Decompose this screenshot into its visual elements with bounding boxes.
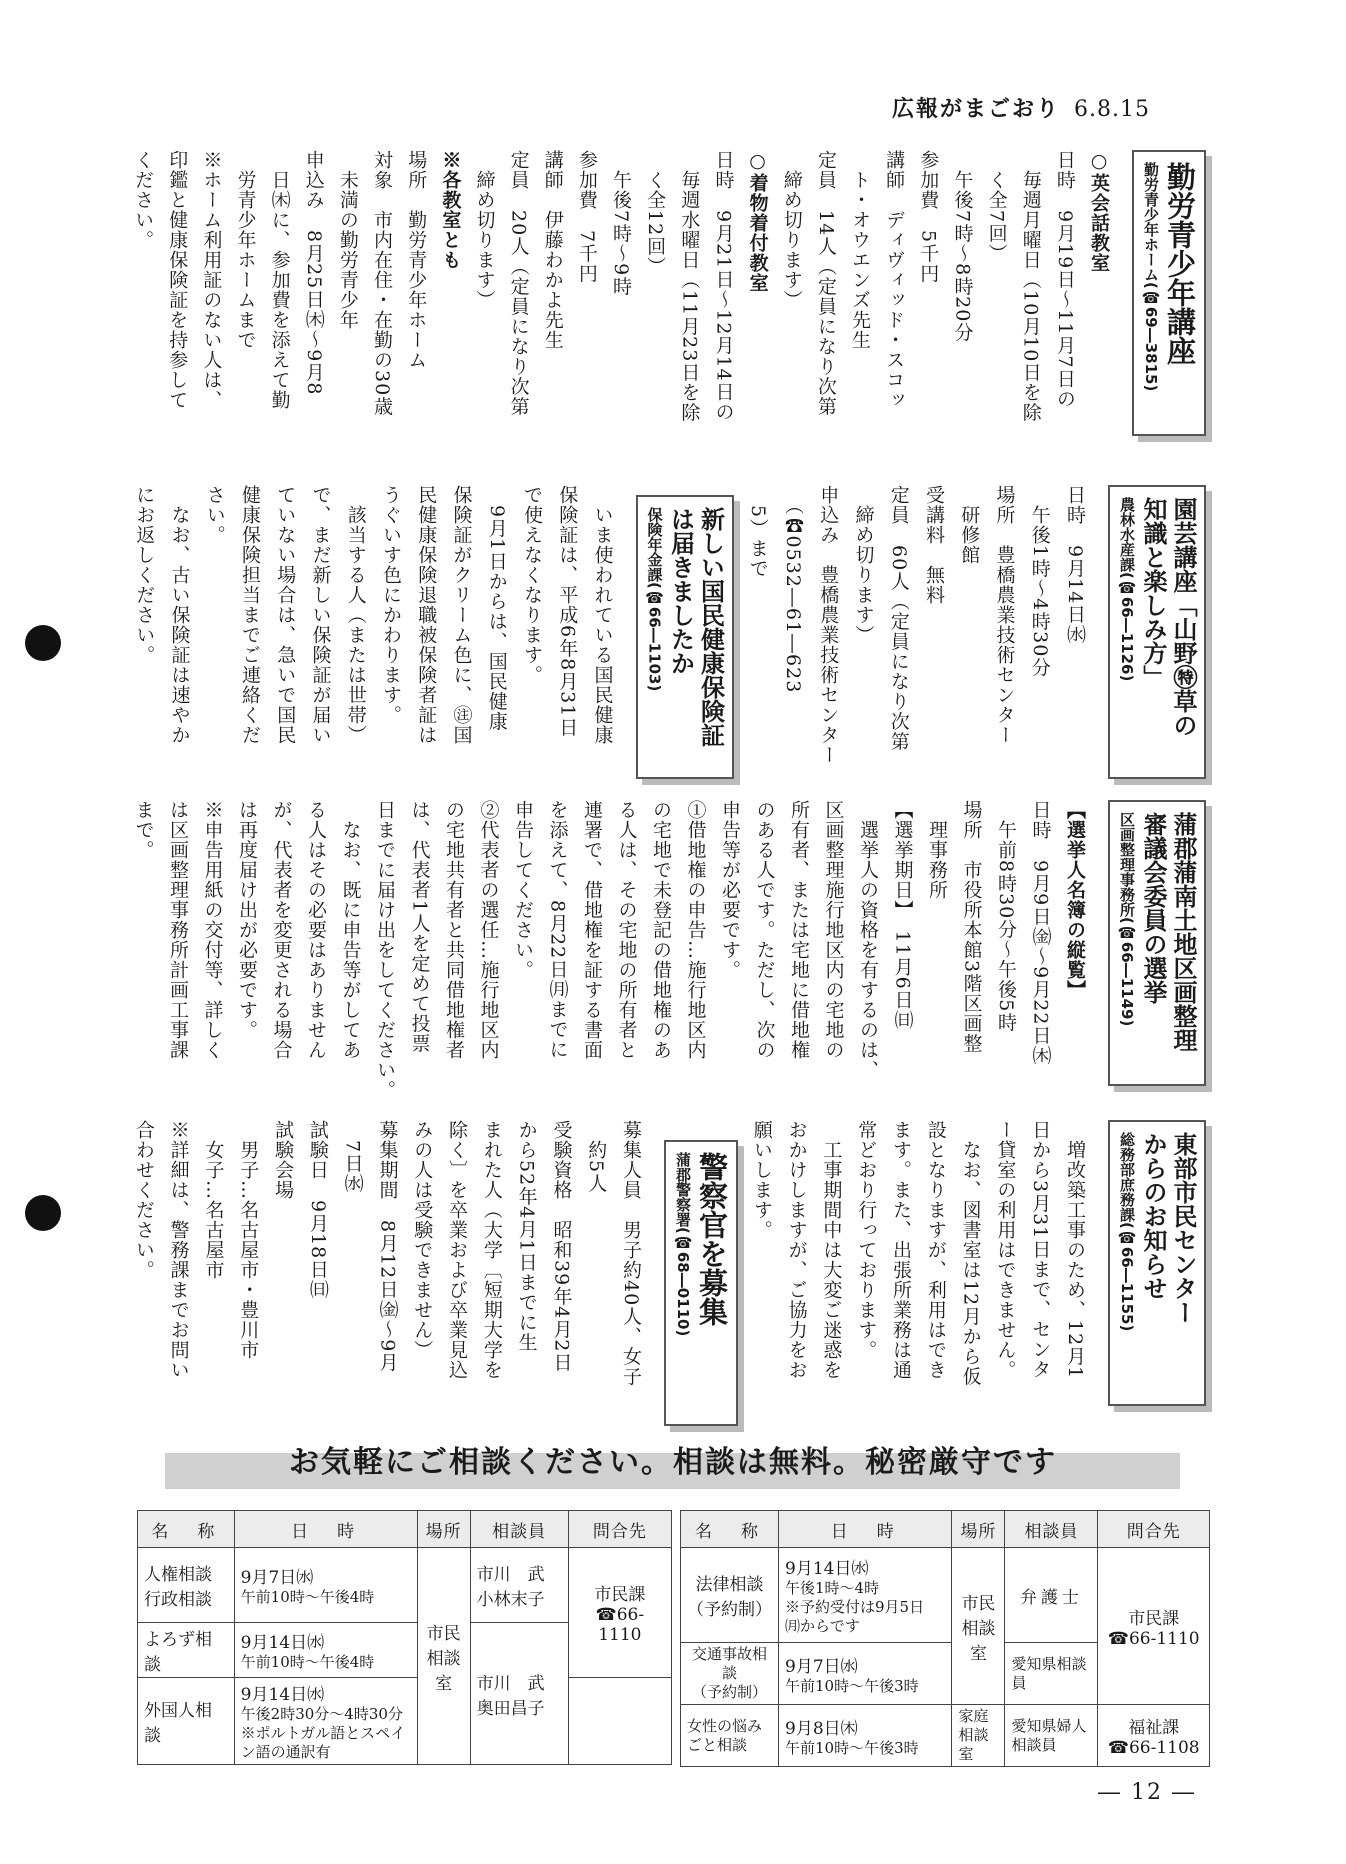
- section-body-col: 日時 9月19日～11月7日の: [1053, 150, 1076, 409]
- section-body-col: 締め切ります）: [473, 150, 496, 310]
- consult-counselor: 弁護士: [1005, 1548, 1098, 1643]
- section-body-col: 申告等が必要です。: [719, 800, 741, 980]
- band-third: [130, 800, 1210, 1100]
- consult-contact: [1098, 1548, 1210, 1705]
- section-body-col: 午後7時～9時: [610, 150, 633, 297]
- consult-contact-empty: [568, 1678, 671, 1765]
- consult-time: 午後1時～4時: [785, 1579, 880, 1597]
- section-body-col: る人はその必要はありません: [305, 800, 327, 1060]
- binder-hole-bottom: [25, 1195, 61, 1231]
- section-body-col: 【選挙期日】 11月6日㈰: [891, 800, 914, 1030]
- section-department: 区画整理事務所(☎66―1149): [1118, 812, 1136, 1027]
- consult-name: よろず相談: [138, 1623, 235, 1678]
- section-body-col: 7日㈬: [341, 1120, 364, 1194]
- section-body-col: 増改築工事のため、12月1: [1064, 1120, 1086, 1380]
- table-header: 名 称: [138, 1511, 235, 1548]
- section-body-col: ※申告用紙の交付等、詳しく: [201, 800, 224, 1060]
- consult-datetime: [234, 1678, 417, 1765]
- section-body-col: の宅地共有者と共同借地権者: [443, 800, 465, 1060]
- section-body-col: 午後7時～8時20分: [951, 150, 974, 343]
- section-body-col: なお、古い保険証は速やか: [168, 485, 191, 745]
- consultation-banner: お気軽にご相談ください。相談は無料。秘密厳守です: [289, 1445, 1057, 1480]
- section-department: 蒲郡警察署(☎68―0110): [674, 1152, 693, 1337]
- consult-time: 午前10時～午後3時: [785, 1676, 919, 1695]
- section-body-col: 場所 豊橋農業技術センター: [993, 485, 1016, 745]
- consult-name-sub: （予約制）: [691, 1683, 767, 1701]
- binder-hole-top: [25, 625, 61, 661]
- section-body-col: は、代表者1人を定めて投票: [408, 800, 431, 1054]
- section-body-col: にお返しください。: [133, 485, 156, 665]
- table-header: 問合先: [568, 1511, 671, 1548]
- page-number: ― 12 ―: [1098, 1780, 1196, 1805]
- section-body-col: で、まだ新しい保険証が届い: [309, 485, 332, 745]
- consultation-table-left: [137, 1510, 672, 1765]
- section-body-col: 保険証がクリーム色に、㊟国: [450, 485, 473, 745]
- section-body-col: おかけしますが、ご協力をお: [785, 1120, 808, 1380]
- section-body-col: 定員 14人（定員になり次第: [814, 150, 837, 417]
- section-body-col: ます。また、出張所業務は通: [890, 1120, 913, 1380]
- section-body-col: 日㈭に、参加費を添えて勤: [268, 150, 291, 410]
- table-row: [138, 1678, 672, 1765]
- consult-datetime: [779, 1643, 952, 1705]
- table-row: [138, 1548, 672, 1623]
- consult-name-text: 行政相談: [144, 1590, 212, 1610]
- section-body-col: 常どおり行っております。: [855, 1120, 878, 1360]
- page-header: [892, 92, 1150, 123]
- section-body-col: 設となりますが、利用はでき: [924, 1120, 947, 1380]
- table-header: 相談員: [1005, 1511, 1098, 1548]
- section-title-box: [1132, 150, 1206, 436]
- section-body-col: さい。: [203, 485, 226, 545]
- section-body-col: で使えなくなります。: [521, 485, 543, 685]
- section-body-col: 連署で、借地権を証する書面: [581, 800, 603, 1060]
- consult-counselor: 市川 武 奥田昌子: [470, 1623, 568, 1765]
- section-body-col: 労青少年ホームまで: [234, 150, 257, 350]
- section-title-line: 蒲郡蒲南土地区画整理: [1169, 812, 1197, 1052]
- section-body-col: 締め切ります）: [852, 485, 875, 645]
- contact-name: 市民課: [1128, 1608, 1180, 1629]
- section-body-col: 未満の勤労青少年: [336, 150, 359, 330]
- section-body-col: ①借地権の申告…施行地区内: [684, 800, 707, 1060]
- consult-time: 午前10時～午後4時: [240, 1588, 375, 1606]
- section-title: 警察官を募集: [695, 1152, 730, 1326]
- section-body-col: 除く〕を卒業および卒業見込: [446, 1120, 469, 1380]
- section-title-box: [636, 495, 734, 779]
- section-body-col: 日時 9月9日㈮～9月22日㈭: [1029, 800, 1052, 1066]
- consult-name-text: 法律相談: [695, 1575, 764, 1595]
- section-title-line: 知識と楽しみ方」: [1139, 497, 1167, 689]
- section-body-col: ※各教室とも: [439, 150, 462, 270]
- section-body-col: ー貸室の利用はできません。: [994, 1120, 1017, 1380]
- consult-place: 市民相談室: [417, 1548, 470, 1765]
- section-department: 総務部庶務課(☎66―1155): [1118, 1132, 1136, 1332]
- section-body-col: 講師 ディヴィッド・スコッ: [883, 150, 906, 410]
- section-body-col: 募集人員 男子約40人、女子: [620, 1120, 643, 1387]
- section-body-col: 参加費 7千円: [575, 150, 598, 284]
- consult-place: 市民相談室: [952, 1548, 1005, 1705]
- consult-counselor: 市川 武 小林末子: [470, 1548, 568, 1623]
- section-body-col: 申込み 豊橋農業技術センター: [817, 485, 840, 765]
- section-body-col: 日までに届け出をしてください。: [374, 800, 396, 1100]
- consult-name: [681, 1643, 779, 1705]
- contact-name: 福祉課: [1128, 1718, 1180, 1738]
- consult-name-text: 交通事故相談: [691, 1645, 767, 1682]
- section-department: 農林水産課(☎66―1126): [1118, 497, 1136, 682]
- table-header: 場所: [417, 1511, 470, 1548]
- section-title-line: 新しい国民健康保険証: [696, 507, 725, 747]
- section-body-col: 参加費 5千円: [917, 150, 940, 284]
- section-body-col: 合わせください。: [132, 1120, 155, 1280]
- publication-name: 広報がまごおり: [892, 97, 1061, 122]
- section-body-col: く全12回）: [644, 150, 667, 277]
- consultation-table-right: [680, 1510, 1210, 1767]
- section-body-col: 女子…名古屋市: [202, 1120, 225, 1280]
- section-body-col: 工事期間中は大変ご迷惑を: [820, 1120, 843, 1380]
- section-body-col: の宅地で未登記の借地権のあ: [650, 800, 672, 1060]
- consult-date: 9月14日㈬: [240, 1685, 325, 1705]
- consult-datetime: [234, 1623, 417, 1678]
- section-title-box: [664, 1140, 738, 1426]
- contact-tel: ☎66-1108: [1107, 1738, 1200, 1758]
- section-body-col: 募集期間 8月12日㈮～9月: [376, 1120, 399, 1373]
- section-body-col: る人は、その宅地の所有者と: [615, 800, 638, 1060]
- section-body-col: 区画整理施行地区内の宅地の: [822, 800, 845, 1060]
- section-title-box: [1108, 1120, 1206, 1406]
- section-body-col: 理事務所: [926, 800, 948, 900]
- section-body-col: 毎週水曜日（11月23日を除: [678, 150, 701, 423]
- section-body-col: 健康保険担当までご連絡くだ: [239, 485, 261, 745]
- section-body-col: 場所 勤労青少年ホーム: [405, 150, 428, 370]
- section-body-col: 保険証は、平成6年8月31日: [556, 485, 579, 738]
- consult-time: 午前10時～午後4時: [240, 1653, 375, 1671]
- contact-tel: ☎66-1110: [595, 1605, 645, 1645]
- section-body-col: 申込み 8月25日㈭～9月8: [302, 150, 325, 396]
- section-body-col: なお、既に申告等がしてあ: [339, 800, 362, 1060]
- consult-note: ※予約受付は9月5日㈪からです: [785, 1598, 925, 1635]
- section-body-col: 締め切ります）: [780, 150, 803, 310]
- section-body-col: 申告してください。: [512, 800, 534, 980]
- section-body-col: 選挙人の資格を有するのは、: [857, 800, 879, 1080]
- section-body-col: みの人は受験できません）: [411, 1120, 434, 1360]
- section-body-col: 研修館: [958, 485, 981, 565]
- section-department: 保険年金課(☎66―1103): [645, 507, 664, 692]
- table-header: 場所: [952, 1511, 1005, 1548]
- section-body-col: 約5人: [585, 1120, 608, 1194]
- section-body-col: 受講料 無料: [923, 485, 945, 605]
- section-body-col: まで。: [132, 800, 155, 860]
- section-body-col: 定員 60人（定員になり次第: [887, 485, 910, 752]
- section-body-col: 5）まで: [746, 485, 769, 579]
- section-body-col: 民健康保険退職被保険者証は: [415, 485, 438, 745]
- consult-date: 9月7日㈬: [785, 1656, 858, 1677]
- section-body-col: 所有者、または宅地に借地権: [788, 800, 810, 1060]
- section-body-col: が、代表者を変更される場合: [270, 800, 293, 1060]
- section-body-col: は再度届け出が必要です。: [236, 800, 258, 1040]
- consult-counselor: 愛知県相談員: [1005, 1643, 1098, 1705]
- table-header: 問合先: [1098, 1511, 1210, 1548]
- section-body-col: ト・オウエンズ先生: [849, 150, 872, 350]
- section-body-col: 午後1時～4時30分: [1028, 485, 1051, 678]
- consult-contact: [568, 1548, 671, 1678]
- section-body-col: ○英会話教室: [1088, 150, 1110, 273]
- consult-time: 午後2時30分～4時30分: [240, 1705, 403, 1723]
- consult-name-sub: （予約制）: [687, 1600, 772, 1620]
- consult-date: 9月14日㈬: [785, 1559, 869, 1579]
- section-title: 勤労青少年講座: [1163, 162, 1197, 365]
- section-body-col: 定員 20人（定員になり次第: [507, 150, 530, 417]
- consult-name-text: 人権相談: [144, 1565, 212, 1585]
- contact-tel: ☎66-1110: [1107, 1628, 1200, 1649]
- consult-datetime: [234, 1548, 417, 1623]
- table-header-row: [681, 1511, 1210, 1548]
- section-body-col: 試験会場: [272, 1120, 295, 1200]
- section-body-col: は区画整理事務所計画工事課: [167, 800, 189, 1060]
- consult-place: 家庭相談室: [952, 1705, 1005, 1767]
- section-body-col: 男子…名古屋市・豊川市: [237, 1120, 260, 1360]
- section-body-col: ②代表者の選任…施行地区内: [477, 800, 500, 1060]
- section-title-box: [1108, 485, 1206, 779]
- section-body-col: 対象 市内在住・在勤の30歳: [371, 150, 394, 417]
- section-body-col: なお、図書室は12月から仮: [959, 1120, 982, 1387]
- contact-name: 市民課: [594, 1585, 646, 1605]
- band-second: [130, 485, 1210, 785]
- section-body-col: 日時 9月21日～12月14日の: [712, 150, 735, 422]
- consult-contact: [1098, 1705, 1210, 1767]
- consult-date: 9月8日㈭: [785, 1718, 858, 1739]
- section-title-line: 審議会委員の選挙: [1139, 812, 1167, 1004]
- consult-name: [681, 1548, 779, 1643]
- section-title-line: 東部市民センター: [1169, 1132, 1197, 1324]
- consult-name: [138, 1548, 235, 1623]
- table-header: 相談員: [470, 1511, 568, 1548]
- section-body-col: 午前8時30分～午後5時: [995, 800, 1017, 1033]
- section-body-col: のある人です。ただし、次の: [753, 800, 776, 1060]
- section-body-col: ※ホーム利用証のない人は、: [200, 150, 223, 410]
- section-department: 勤労青少年ホーム(☎69―3815): [1142, 162, 1160, 392]
- consult-datetime: [779, 1548, 952, 1643]
- section-title-box: [1108, 800, 1206, 1086]
- consult-datetime: [779, 1705, 952, 1767]
- section-body-col: 講師 伊藤わかよ先生: [541, 150, 564, 350]
- table-header: 日 時: [779, 1511, 952, 1548]
- table-header-row: [138, 1511, 672, 1548]
- section-body-col: 9月1日からは、国民健康: [485, 485, 508, 732]
- table-row: [681, 1705, 1210, 1767]
- consult-name: 女性の悩みごと相談: [681, 1705, 779, 1767]
- consult-time: 午前10時～午後3時: [785, 1738, 919, 1757]
- consult-counselor: 愛知県婦人相談員: [1005, 1705, 1098, 1767]
- section-body-col: 該当する人（または世帯）: [344, 485, 367, 745]
- band-top: [130, 150, 1210, 465]
- section-title-line: からのお知らせ: [1139, 1132, 1167, 1300]
- section-body-col: を添えて、8月22日㈪までに: [546, 800, 569, 1060]
- table-header: 日 時: [234, 1511, 417, 1548]
- section-body-col: うぐいす色にかわります。: [380, 485, 402, 725]
- consult-name: 外国人相談: [138, 1678, 235, 1765]
- section-body-col: 場所 市役所本館3階区画整: [960, 800, 983, 1054]
- section-body-col: ていない場合は、急いで国民: [274, 485, 297, 745]
- section-body-col: いま使われている国民健康: [591, 485, 614, 745]
- section-body-col: まれた人（大学〔短期大学を: [480, 1120, 503, 1380]
- section-title-line: は届きましたか: [666, 507, 695, 675]
- section-body-col: ※詳細は、警務課までお問い: [167, 1120, 190, 1380]
- section-body-col: 受験資格 昭和39年4月2日: [550, 1120, 573, 1373]
- publication-date: 6.8.15: [1074, 97, 1150, 122]
- section-body-col: （☎0532―61―623: [782, 485, 804, 694]
- table-row: [681, 1548, 1210, 1643]
- section-body-col: から52年4月1日までに生: [515, 1120, 538, 1353]
- consult-note: ※ポルトガル語とスペイン語の通訳有: [240, 1724, 406, 1761]
- consult-date: 9月14日㈬: [240, 1633, 325, 1653]
- section-body-col: 毎週月曜日（10月10日を除: [1019, 150, 1042, 423]
- section-body-col: 願いします。: [750, 1120, 773, 1240]
- section-body-col: 印鑑と健康保険証を持参して: [166, 150, 189, 410]
- consult-date: 9月7日㈬: [240, 1568, 314, 1588]
- section-body-col: 【選挙人名簿の縦覧】: [1064, 800, 1086, 1000]
- table-header: 名 称: [681, 1511, 779, 1548]
- section-body-col: 日から3月31日まで、センタ: [1029, 1120, 1052, 1380]
- section-body-col: 試験日 9月18日㈰: [306, 1120, 329, 1300]
- section-body-col: 日時 9月14日㈬: [1064, 485, 1086, 645]
- section-body-col: ○着物着付教室: [746, 150, 769, 293]
- section-title-line: 園芸講座「山野㊕草の: [1169, 497, 1197, 737]
- section-body-col: ください。: [132, 150, 155, 250]
- section-body-col: く全7回）: [985, 150, 1008, 264]
- band-fourth: [130, 1120, 1210, 1420]
